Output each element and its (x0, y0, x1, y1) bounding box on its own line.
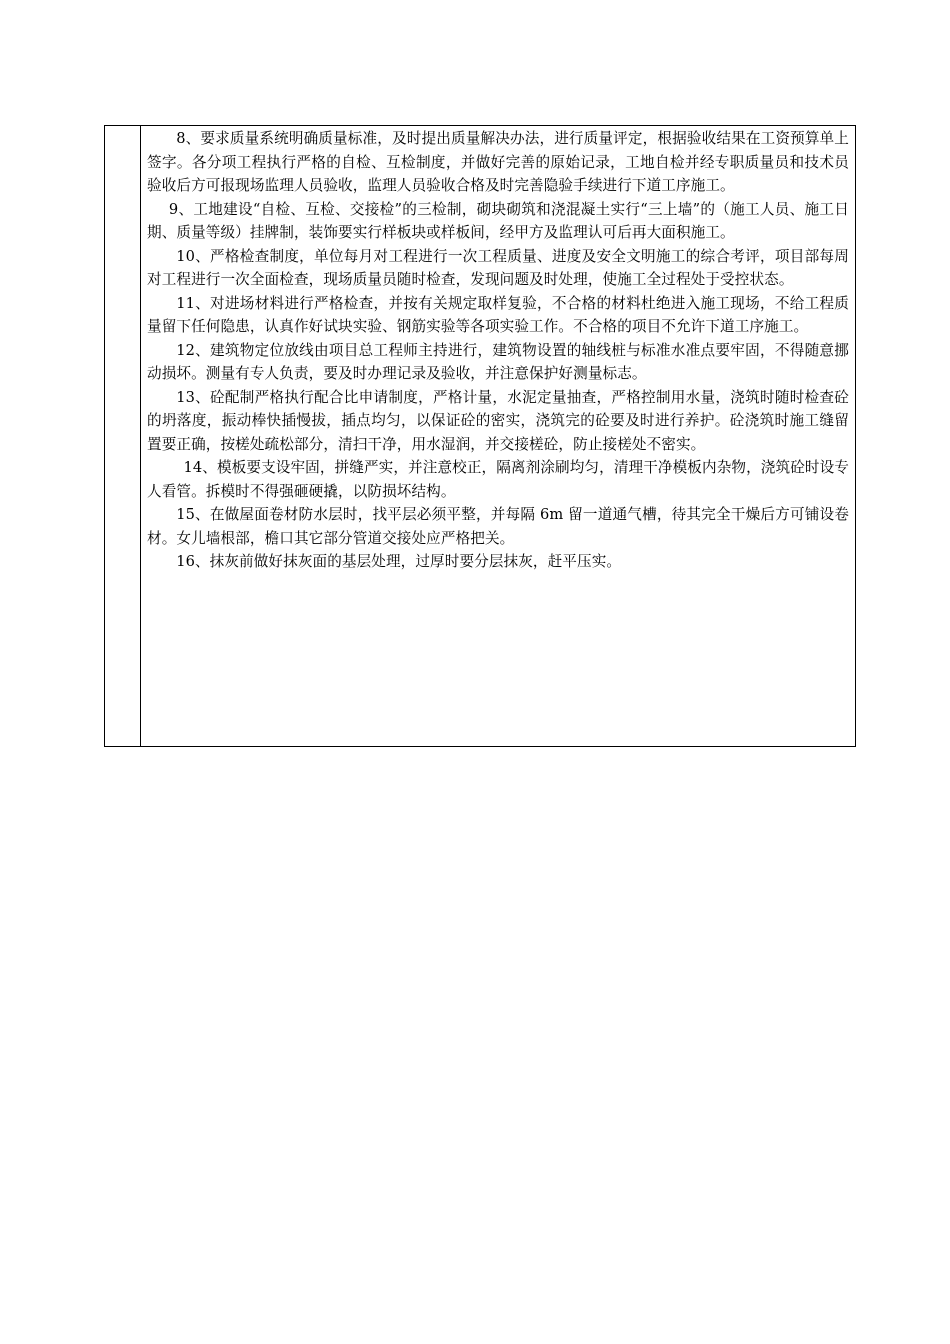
paragraph-item-8: 8、要求质量系统明确质量标准，及时提出质量解决办法，进行质量评定，根据验收结果在工资预算单上签字。各分项工程执行严格的自检、互检制度，并做好完善的原始记录，工地自检并经专职质量员和技术员验收后方可报现场监理人员验收，监理人员验收合格及时完善隐验手续进行下道工序施工。 (147, 130, 849, 194)
paragraph-item-11: 11、对进场材料进行严格检查，并按有关规定取样复验，不合格的材料杜绝进入施工现场，不给工程质量留下任何隐患，认真作好试块实验、钢筋实验等各项实验工作。不合格的项目不允许下道工序施工。 (147, 294, 849, 335)
paragraph-item-12: 12、建筑物定位放线由项目总工程师主持进行，建筑物设置的轴线桩与标准水准点要牢固，不得随意挪动损坏。测量有专人负责，要及时办理记录及验收，并注意保护好测量标志。 (147, 341, 849, 382)
paragraph-item-15: 15、在做屋面卷材防水层时，找平层必须平整，并每隔 6m 留一道通气槽，待其完全干燥后方可铺设卷材。女儿墙根部，檐口其它部分管道交接处应严格把关。 (147, 506, 849, 547)
table-content-cell (141, 126, 855, 746)
paragraph-item-10: 10、严格检查制度，单位每月对工程进行一次工程质量、进度及安全文明施工的综合考评，项目部每周对工程进行一次全面检查，现场质量员随时检查，发现问题及时处理，使施工全过程处于受控状态。 (147, 247, 849, 288)
content-table (104, 125, 856, 747)
paragraph-item-14: 14、模板要支设牢固，拼缝严实，并注意校正，隔离剂涂刷均匀，清理干净模板内杂物，浇筑砼时设专人看管。拆模时不得强砸硬撬，以防损坏结构。 (147, 459, 849, 500)
table-label-column (105, 126, 141, 746)
paragraph-item-13: 13、砼配制严格执行配合比申请制度，严格计量，水泥定量抽查，严格控制用水量，浇筑时随时检查砼的坍落度，振动棒快插慢拔，插点均匀，以保证砼的密实，浇筑完的砼要及时进行养护。砼浇筑时施工缝留置要正确，按槎处疏松部分，清扫干净，用水湿润，并交接槎砼，防止接槎处不密实。 (147, 388, 849, 453)
paragraph-item-16: 16、抹灰前做好抹灰面的基层处理，过厚时要分层抹灰，赶平压实。 (176, 553, 622, 570)
paragraph-item-9: 9、工地建设“自检、互检、交接检”的三检制，砌块砌筑和浇混凝土实行“三上墙”的（施工人员、施工日期、质量等级）挂牌制，装饰要实行样板块或样板间，经甲方及监理认可后再大面积施工。 (147, 200, 849, 241)
